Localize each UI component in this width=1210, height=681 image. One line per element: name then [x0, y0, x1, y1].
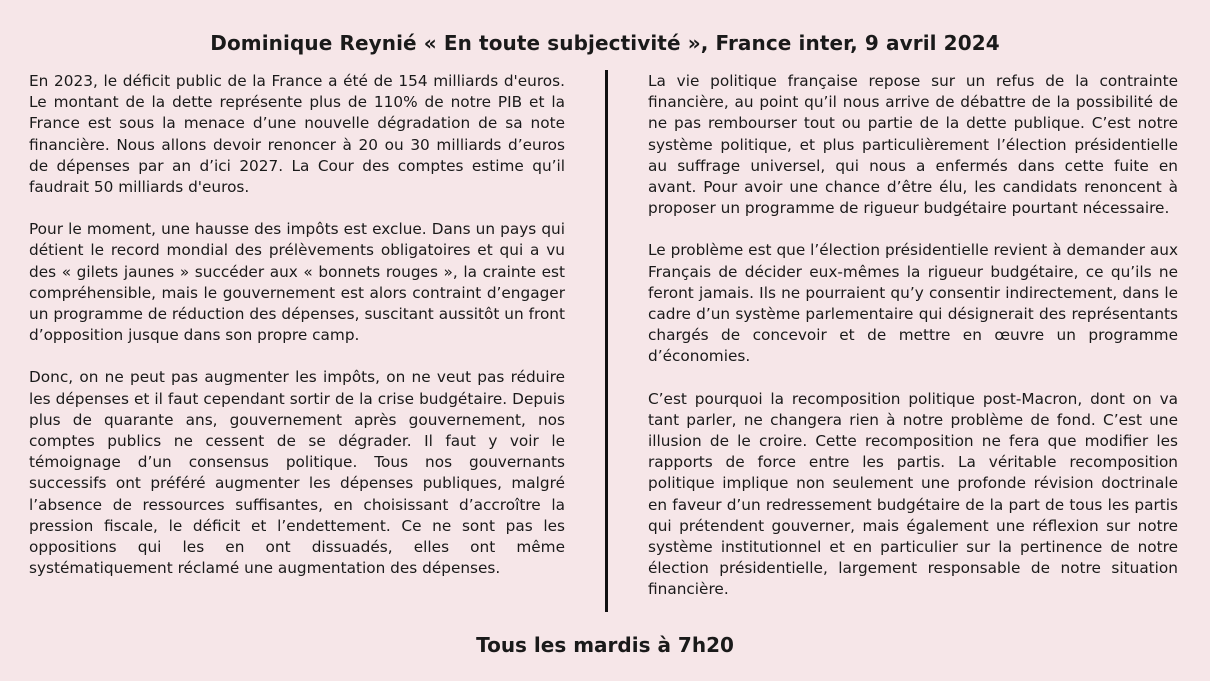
paragraph: C’est pourquoi la recomposition politique post-Macron, dont on va tant parler, ne changera rien à notre problème de fond. C’est une illusion de le croire. Cette recomposition ne fera que modifier les rapports de force entre les partis. La véritable recomposition politique implique non seulement une profonde révision doctrinale en faveur d’un redressement budgétaire de la part de tous les partis qui prétendent gouverner, mais également une réflexion sur notre système institutionnel et en particulier sur la pertinence de notre élection présidentielle, largement responsable de notre situation financière.	[648, 389, 1178, 599]
paragraph: La vie politique française repose sur un refus de la contrainte financière, au point qu’il nous arrive de débattre de la possibilité de ne pas rembourser tout ou partie de la dette publique. C’est notre système politique, et plus particulièrement l’élection présidentielle au suffrage universel, qui nous a enfermés dans cette fuite en avant. Pour avoir une chance d’être élu, les candidats renoncent à proposer un programme de rigueur budgétaire pourtant nécessaire.	[648, 72, 1178, 218]
paragraph: Le problème est que l’élection présidentielle revient à demander aux Français de décider eux-mêmes la rigueur budgétaire, ce qu’ils ne feront jamais. Ils ne pourraient qu’y consentir indirectement, dans le cadre d’un système parlementaire qui désignerait des représentants chargés de concevoir et de mettre en œuvre un programme d’économies.	[648, 241, 1178, 366]
column-divider	[605, 70, 608, 612]
left-column	[29, 71, 565, 600]
right-column	[648, 71, 1178, 622]
broadcast-schedule: Tous les mardis à 7h20	[476, 633, 734, 657]
paragraph: Donc, on ne peut pas augmenter les impôts, on ne veut pas réduire les dépenses et il faut cependant sortir de la crise budgétaire. Depuis plus de quarante ans, gouvernement après gouvernement, nos comptes publics ne cessent de se dégrader. Il faut y voir le témoignage d’un consensus politique. Tous nos gouvernants successifs ont préféré augmenter les dépenses publiques, malgré l’absence de ressources suffisantes, en choisissant d’accroître la pression fiscale, le déficit et l’endettement. Ce ne sont pas les oppositions qui les en ont dissuadés, elles ont même systématiquement réclamé une augmentation des dépenses.	[29, 368, 565, 578]
paragraph: Pour le moment, une hausse des impôts est exclue. Dans un pays qui détient le record mondial des prélèvements obligatoires et qui a vu des « gilets jaunes » succéder aux « bonnets rouges », la crainte est compréhensible, mais le gouvernement est alors contraint d’engager un programme de réduction des dépenses, suscitant aussitôt un front d’opposition jusque dans son propre camp.	[29, 220, 565, 345]
document-title: Dominique Reynié « En toute subjectivité », France inter, 9 avril 2024	[210, 31, 1000, 55]
paragraph: En 2023, le déficit public de la France a été de 154 milliards d'euros. Le montant de la dette représente plus de 110% de notre PIB et la France est sous la menace d’une nouvelle dégradation de sa note financière. Nous allons devoir renoncer à 20 ou 30 milliards d’euros de dépenses par an d’ici 2027. La Cour des comptes estime qu’il faudrait 50 milliards d'euros.	[29, 72, 565, 197]
